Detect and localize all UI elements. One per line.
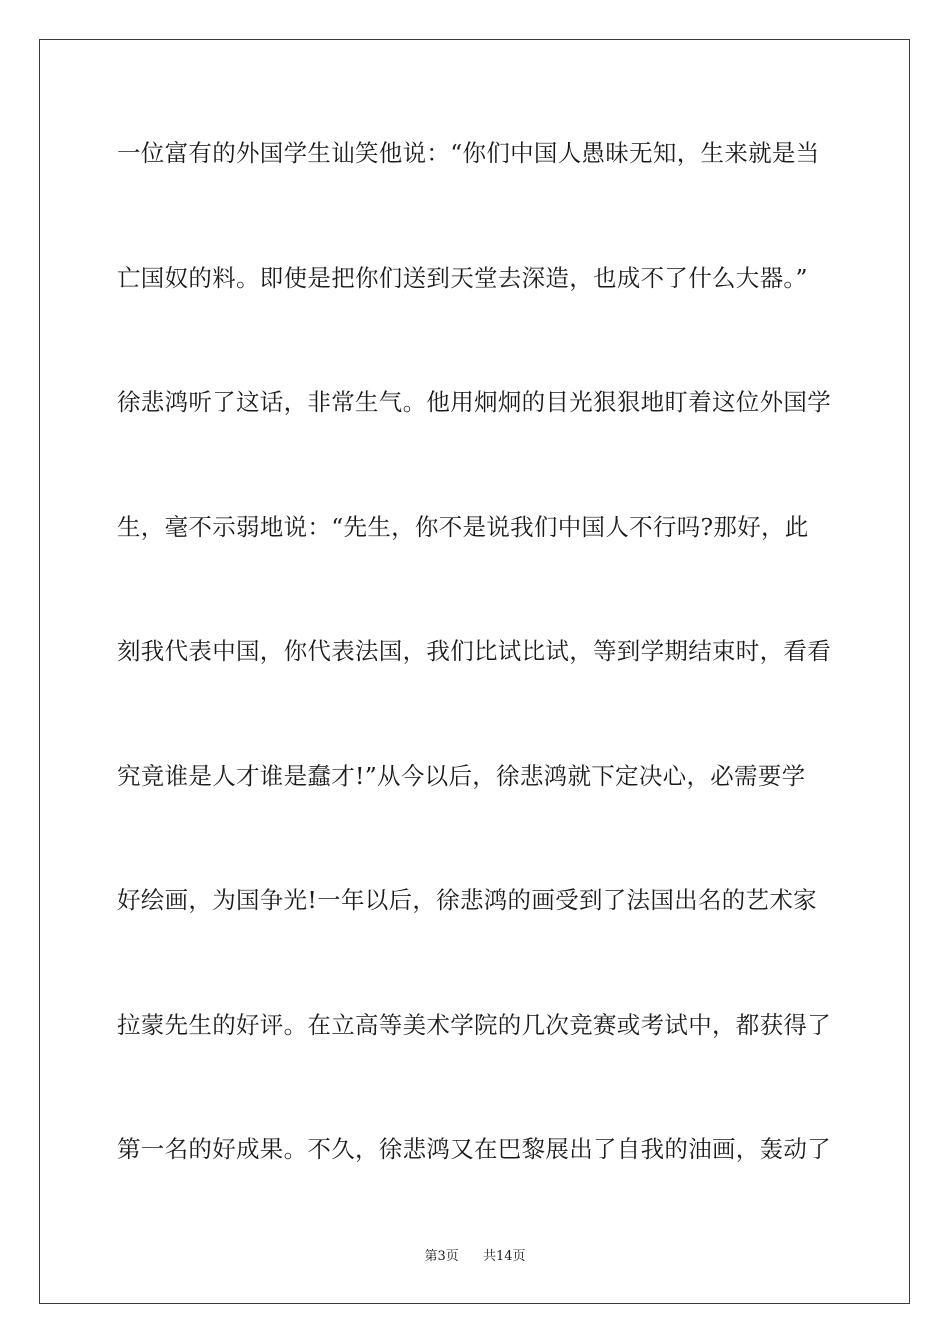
text-line: 亡国奴的料。即使是把你们送到天堂去深造，也成不了什么大器。” xyxy=(117,263,808,292)
text-line: 拉蒙先生的好评。在立高等美术学院的几次竞赛或考试中，都获得了 xyxy=(117,1010,831,1039)
text-line: 究竟谁是人才谁是蠢才!”从今以后，徐悲鸿就下定决心，必需要学 xyxy=(117,761,806,790)
text-line: 一位富有的外国学生讪笑他说：“你们中国人愚昧无知，生来就是当 xyxy=(117,139,820,167)
body-text xyxy=(117,126,837,1247)
page-total: 共14页 xyxy=(483,1249,526,1264)
text-line: 好绘画，为国争光!一年以后，徐悲鸿的画受到了法国出名的艺术家 xyxy=(117,886,817,914)
text-line: 刻我代表中国，你代表法国，我们比试比试，等到学期结束时，看看 xyxy=(117,637,831,665)
text-line: 生，毫不示弱地说：“先生，你不是说我们中国人不行吗?那好，此 xyxy=(117,512,809,541)
page-number: 第3页 xyxy=(424,1249,459,1264)
page-footer xyxy=(0,1245,950,1264)
text-line: 徐悲鸿听了这话，非常生气。他用炯炯的目光狠狠地盯着这位外国学 xyxy=(117,388,831,416)
text-line: 第一名的好成果。不久，徐悲鸿又在巴黎展出了自我的油画，轰动了 xyxy=(117,1135,831,1163)
